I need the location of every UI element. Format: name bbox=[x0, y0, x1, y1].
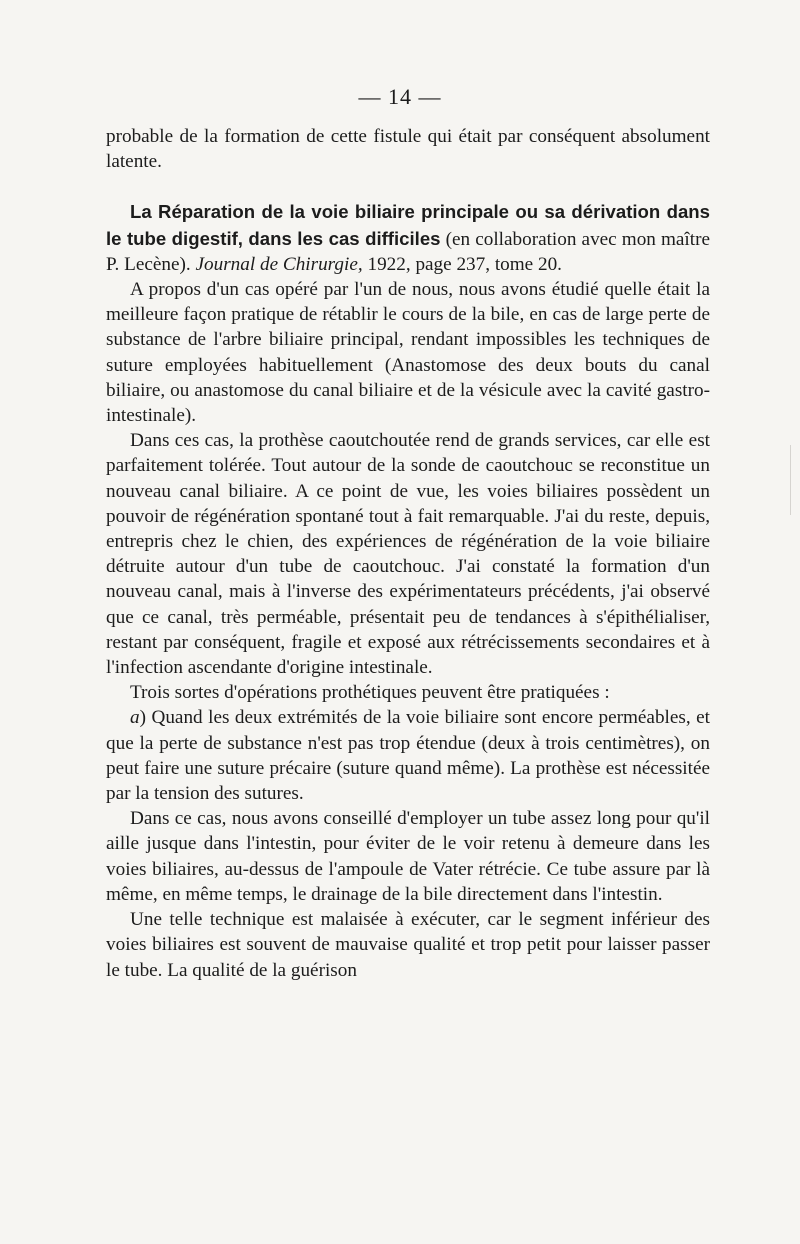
publication-title: La Réparation de la voie biliaire principale ou sa dérivation dans le tube digestif, dans les cas difficiles bbox=[106, 201, 710, 249]
paragraph: Dans ces cas, la prothèse caoutchoutée rend de grands services, car elle est parfaitement tolérée. Tout autour de la sonde de caoutchouc se reconstitue un nouveau canal biliaire. A ce point de vue, les voies biliaires possèdent un pouvoir de régénération spontané tout à fait remarquable. J'ai du reste, depuis, entrepris chez le chien, des expériences de régénération de la voie biliaire détruite autour d'un tube de caoutchouc. J'ai constaté la formation d'un nouveau canal, mais à l'inverse des expérimentateurs précédents, j'ai observé que ce canal, très perméable, présentait peu de tendances à s'épithélialiser, restant par conséquent, fragile et exposé aux rétrécissements secondaires et à l'infection ascendante d'origine intestinale. bbox=[106, 430, 710, 679]
paragraph: Une telle technique est malaisée à exécuter, car le segment inférieur des voies biliaires est souvent de mauvaise qualité et trop petit pour laisser passer le tube. La qualité de la guérison bbox=[106, 909, 710, 981]
page-number: — 14 — bbox=[358, 84, 442, 109]
publication-coauthor: (en collaboration avec mon maître P. Lecène). bbox=[106, 228, 711, 275]
list-marker: a bbox=[130, 707, 140, 729]
list-item-text: ) Quand les deux extrémités de la voie biliaire sont encore perméables, et que la perte de substance n'est pas trop étendue (deux à trois centimètres), on peut faire une suture précaire (suture quand même). La prothèse est nécessitée par la tension des sutures. bbox=[106, 707, 710, 805]
paragraph: Trois sortes d'opérations prothétiques peuvent être pratiquées : bbox=[130, 682, 610, 704]
publication-citation: 1922, page 237, tome 20. bbox=[362, 253, 562, 275]
paragraph: A propos d'un cas opéré par l'un de nous, nous avons étudié quelle était la meilleure façon pratique de rétablir le cours de la bile, en cas de large perte de substance de l'arbre biliaire principal, rendant impossibles les techniques de suture employées habituellement (Anastomose des deux bouts du canal biliaire, ou anastomose du canal biliaire et de la vésicule avec la cavité gastro-intestinale). bbox=[106, 279, 710, 427]
publication-entry bbox=[106, 199, 710, 277]
paragraph: Dans ce cas, nous avons conseillé d'employer un tube assez long pour qu'il aille jusque dans l'intestin, pour éviter de le voir retenu à demeure dans les voies biliaires, au-dessus de l'ampoule de Vater rétrécie. Ce tube assure par là même, en même temps, le drainage de la bile directement dans l'intestin. bbox=[106, 808, 710, 905]
paragraph-continuation: probable de la formation de cette fistule qui était par conséquent absolument latente. bbox=[106, 126, 710, 173]
scan-edge-shadow bbox=[790, 445, 794, 515]
journal-name: Journal de Chirurgie, bbox=[195, 253, 363, 275]
paragraph-item-a bbox=[106, 705, 710, 806]
body-text bbox=[106, 124, 710, 983]
